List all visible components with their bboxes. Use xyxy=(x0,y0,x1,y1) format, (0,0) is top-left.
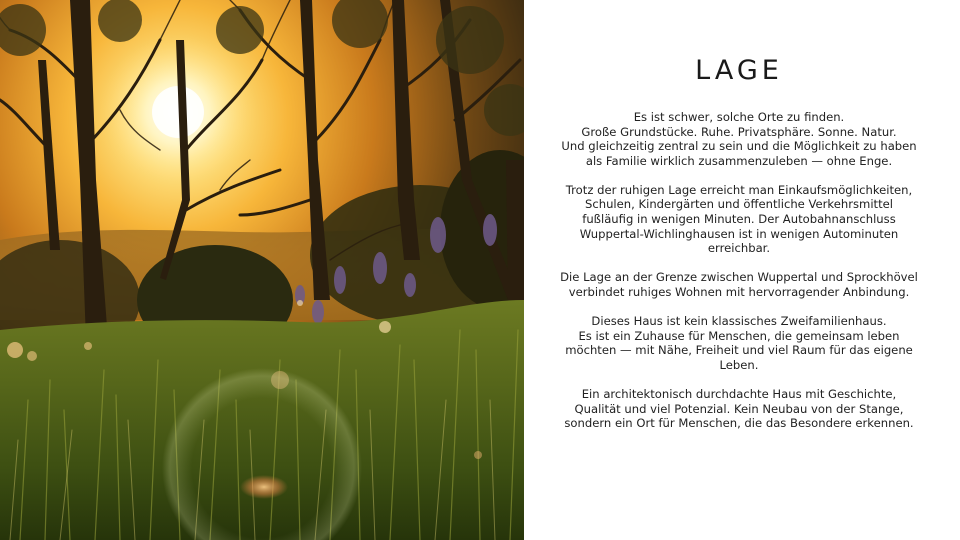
text-panel xyxy=(524,0,960,540)
paragraph-home-concept: Dieses Haus ist kein klassisches Zweifamilienhaus. Es ist ein Zuhause für Menschen, die gemeinsam leben möchten — mit Nähe, Freiheit und viel Raum für das eigene Leben. xyxy=(565,314,913,372)
paragraph-architecture: Ein architektonisch durchdachte Haus mit Geschichte, Qualität und viel Potenzial. Kein Neubau von der Stange, sondern ein Ort für Menschen, die das Besondere erkennen. xyxy=(564,386,914,431)
paragraph-infrastructure: Trotz der ruhigen Lage erreicht man Einkaufsmöglichkeiten, Schulen, Kindergärten und öffentliche Verkehrsmittel fußläufig in wenigen Minuten. Der Autobahnanschluss Wuppertal-Wichlinghausen ist in wenigen Autominuten erreichbar. xyxy=(565,182,913,256)
page-title: LAGE xyxy=(695,55,783,86)
paragraph-intro: Es ist schwer, solche Orte zu finden. Große Grundstücke. Ruhe. Privatsphäre. Sonne. Natur. Und gleichzeitig zentral zu sein und die Möglichkeit zu haben als Familie wirklich zusammenzuleben — ohne Enge. xyxy=(561,110,917,168)
paragraph-location-border: Die Lage an der Grenze zwischen Wuppertal und Sprockhövel verbindet ruhiges Wohnen mit hervorragender Anbindung. xyxy=(560,270,918,299)
